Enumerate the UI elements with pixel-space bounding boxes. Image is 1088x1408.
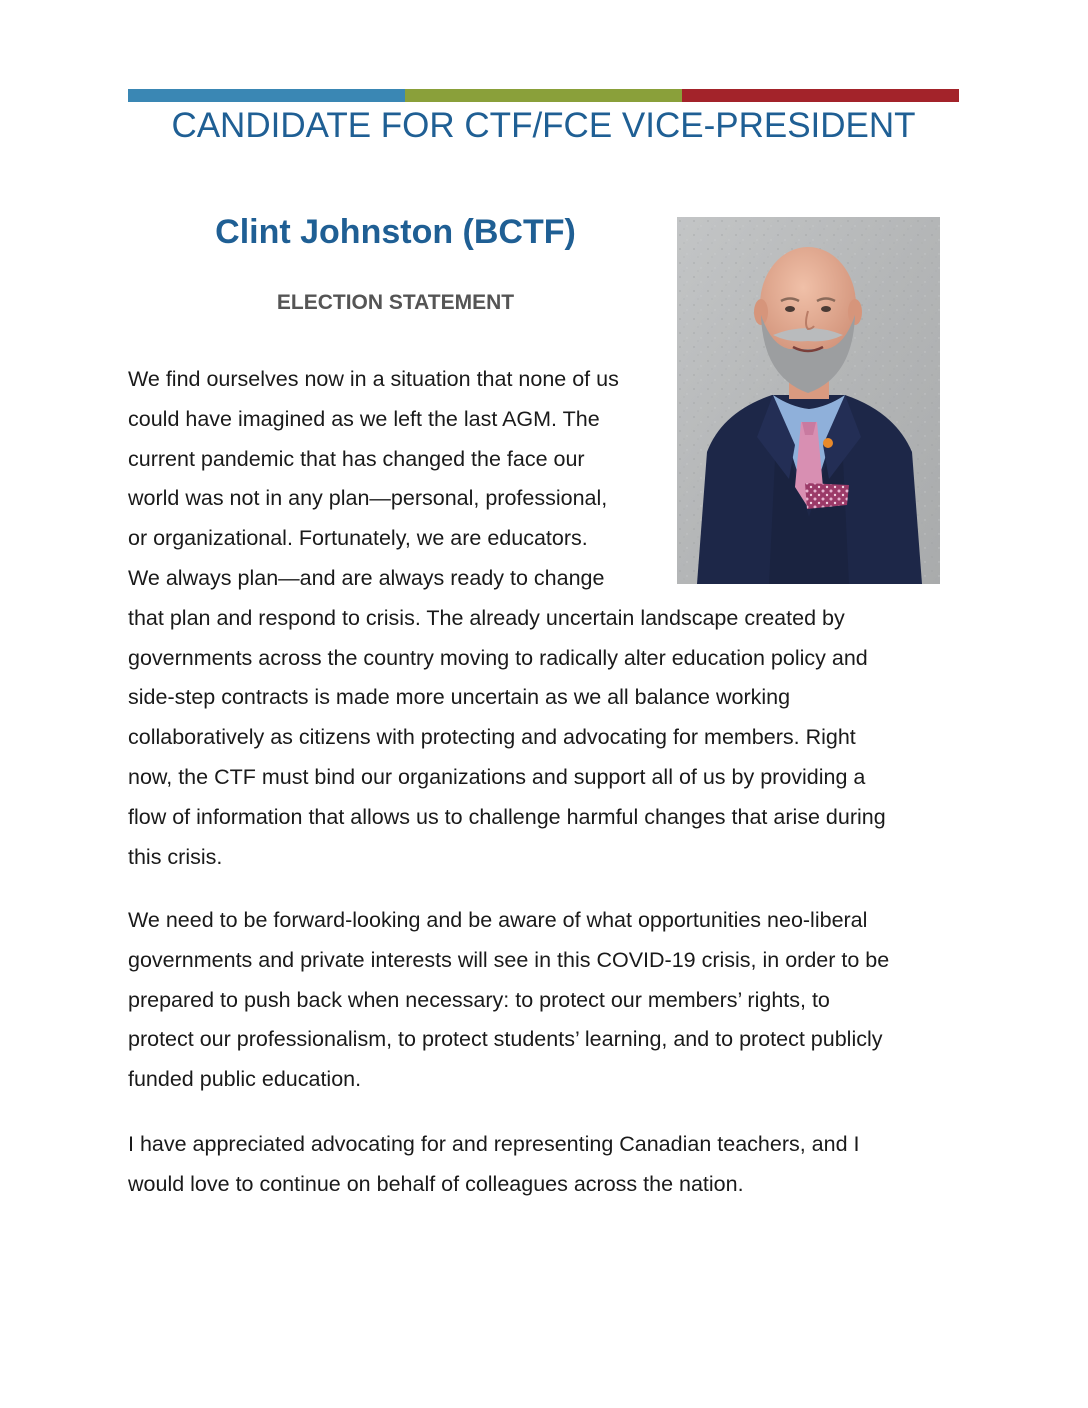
text-line: would love to continue on behalf of colleagues across the nation.	[128, 1171, 744, 1196]
color-bar-red	[682, 89, 959, 102]
text-line: prepared to push back when necessary: to protect our members’ rights, to	[128, 987, 830, 1012]
text-line: that plan and respond to crisis. The already uncertain landscape created by	[128, 605, 845, 630]
text-line: governments across the country moving to radically alter education policy and	[128, 645, 868, 670]
text-line: We need to be forward-looking and be aware of what opportunities neo-liberal	[128, 908, 868, 932]
text-line: collaboratively as citizens with protecting and advocating for members. Right	[128, 725, 856, 750]
text-line: I have appreciated advocating for and representing Canadian teachers, and I	[128, 1132, 860, 1156]
text-line: side-step contracts is made more uncertain as we all balance working	[128, 685, 791, 710]
text-line: We find ourselves now in a situation that none of us	[128, 367, 619, 391]
text-line: We always plan—and are always ready to change	[128, 565, 605, 590]
text-line: funded public education.	[128, 1067, 362, 1092]
color-bar-green	[405, 89, 682, 102]
statement-paragraph-3	[128, 1125, 968, 1205]
text-line: or organizational. Fortunately, we are educators.	[128, 526, 588, 551]
text-line: governments and private interests will see in this COVID-19 crisis, in order to be	[128, 947, 890, 972]
page-title: CANDIDATE FOR CTF/FCE VICE-PRESIDENT	[171, 106, 916, 145]
statement-paragraph-2	[128, 901, 968, 1100]
text-line: flow of information that allows us to challenge harmful changes that arise during	[128, 804, 886, 829]
text-line: now, the CTF must bind our organizations and support all of us by providing a	[128, 764, 866, 789]
color-bar-blue	[128, 89, 405, 102]
candidate-name: Clint Johnston (BCTF)	[215, 213, 576, 251]
text-line: current pandemic that has changed the face our	[128, 446, 585, 471]
text-line: this crisis.	[128, 844, 223, 869]
election-statement-heading: ELECTION STATEMENT	[276, 291, 515, 314]
text-line: protect our professionalism, to protect students’ learning, and to protect publicly	[128, 1027, 883, 1052]
text-line: world was not in any plan—personal, professional,	[128, 486, 608, 511]
header-color-bar	[128, 89, 959, 102]
text-line: could have imagined as we left the last AGM. The	[128, 406, 600, 431]
statement-paragraph-1	[128, 360, 968, 877]
